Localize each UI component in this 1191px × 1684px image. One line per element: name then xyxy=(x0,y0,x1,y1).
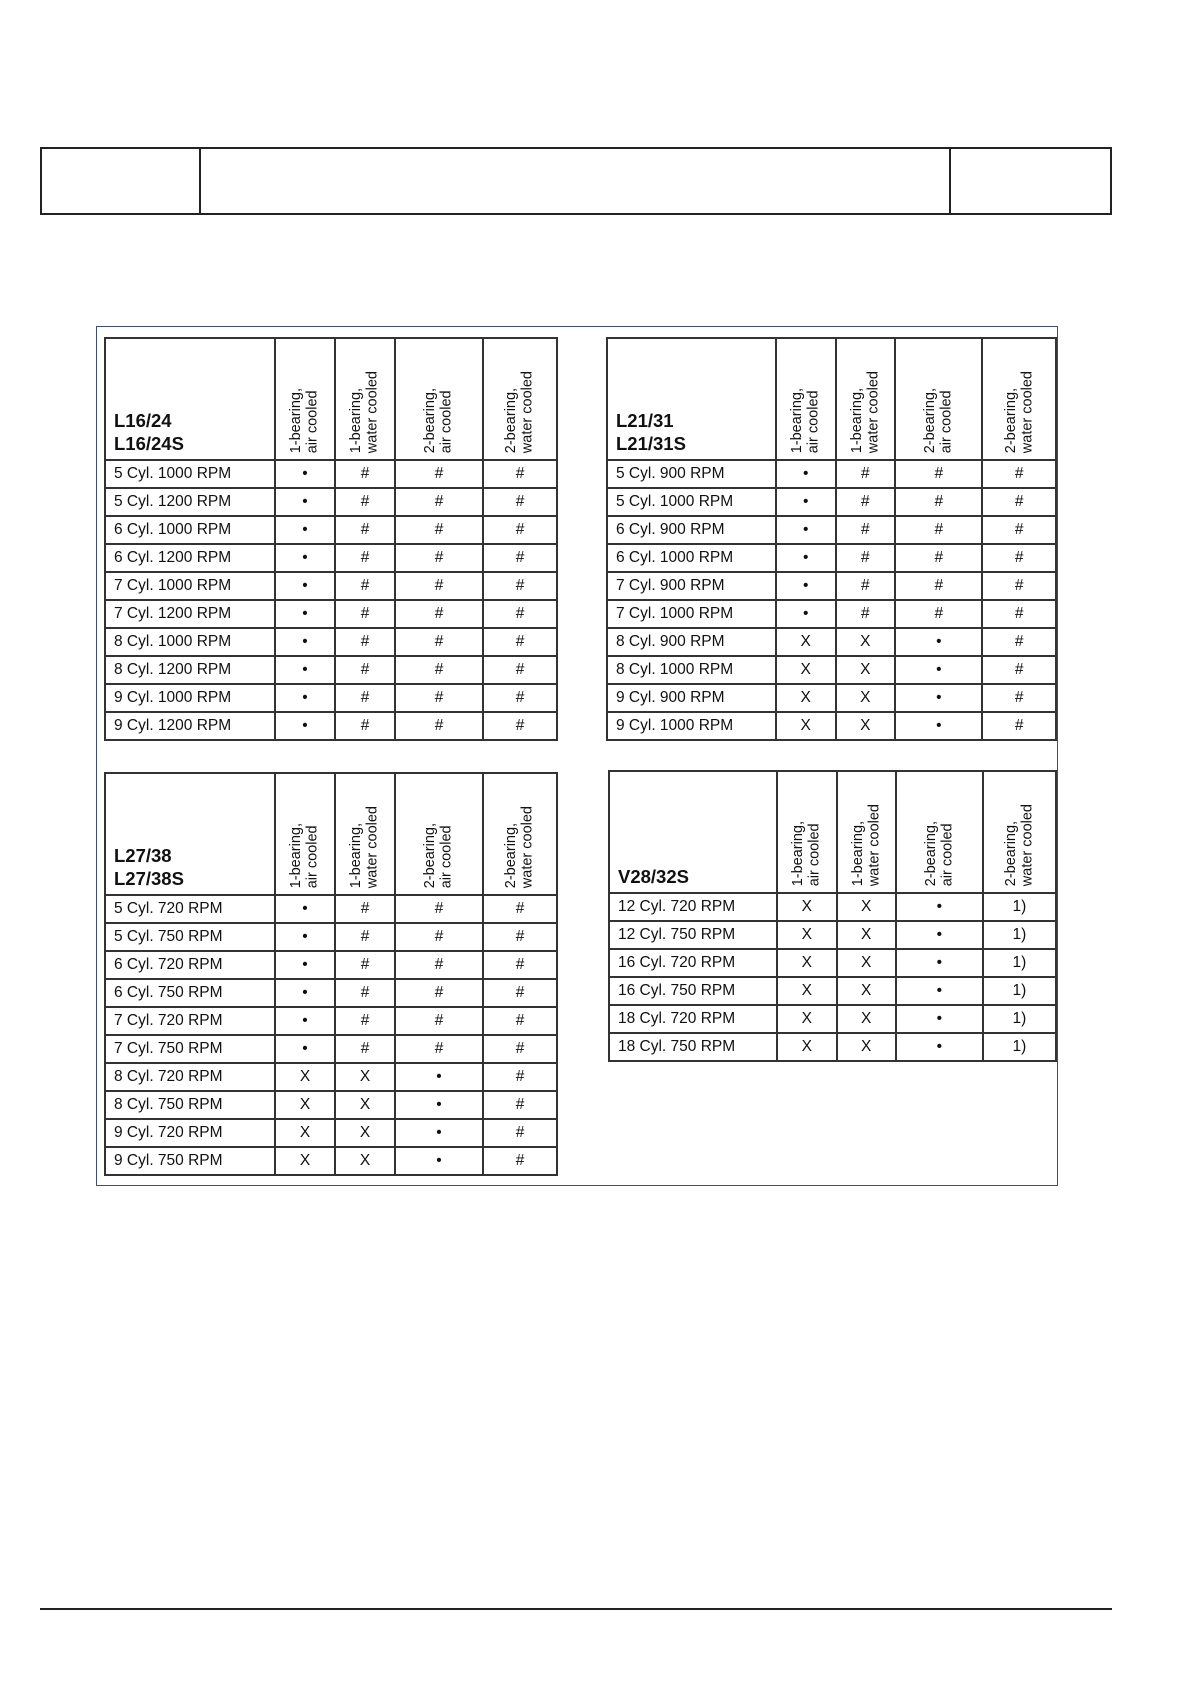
compatibility-cell: • xyxy=(776,572,836,600)
column-header xyxy=(776,338,836,460)
table-row xyxy=(609,1033,1056,1061)
compatibility-cell: # xyxy=(483,712,557,740)
column-header-label: 1-bearing, water cooled xyxy=(849,803,883,886)
compatibility-cell: • xyxy=(895,628,982,656)
compatibility-cell: • xyxy=(275,516,335,544)
compatibility-cell: # xyxy=(335,656,395,684)
bearing-cooling-matrix-panel xyxy=(96,326,1058,1186)
compatibility-cell: • xyxy=(895,684,982,712)
compatibility-cell: # xyxy=(483,572,557,600)
compatibility-cell: X xyxy=(335,1063,395,1091)
compatibility-cell: # xyxy=(395,488,483,516)
compatibility-cell: # xyxy=(395,1035,483,1063)
engine-config-label: 7 Cyl. 720 RPM xyxy=(105,1007,275,1035)
compatibility-cell: # xyxy=(335,1035,395,1063)
table-row xyxy=(105,488,557,516)
compatibility-cell: # xyxy=(483,1119,557,1147)
engine-config-label: 12 Cyl. 720 RPM xyxy=(609,893,777,921)
compatibility-cell: # xyxy=(895,544,982,572)
model-name-cell xyxy=(105,338,275,460)
compatibility-cell: # xyxy=(483,516,557,544)
table-row xyxy=(609,1005,1056,1033)
table-row xyxy=(105,460,557,488)
engine-config-label: 9 Cyl. 1000 RPM xyxy=(607,712,776,740)
column-header-label: 2-bearing, water cooled xyxy=(1002,370,1036,453)
compatibility-cell: # xyxy=(395,460,483,488)
column-header xyxy=(335,338,395,460)
table-row xyxy=(607,656,1056,684)
column-header xyxy=(395,338,483,460)
compatibility-cell: X xyxy=(275,1063,335,1091)
engine-config-label: 16 Cyl. 720 RPM xyxy=(609,949,777,977)
compatibility-cell: X xyxy=(837,949,896,977)
compatibility-cell: # xyxy=(895,488,982,516)
column-header-label: 1-bearing, air cooled xyxy=(288,822,321,888)
compatibility-cell: # xyxy=(982,712,1056,740)
compatibility-cell: • xyxy=(395,1119,483,1147)
model-variant: L21/31S xyxy=(616,432,686,454)
compatibility-cell: # xyxy=(395,1007,483,1035)
compatibility-cell: • xyxy=(275,488,335,516)
table-row xyxy=(105,923,557,951)
engine-config-label: 5 Cyl. 900 RPM xyxy=(607,460,776,488)
column-header xyxy=(483,338,557,460)
header-left-cell xyxy=(42,149,201,213)
compatibility-cell: # xyxy=(982,656,1056,684)
compatibility-cell: # xyxy=(395,544,483,572)
compatibility-cell: X xyxy=(275,1119,335,1147)
table-row xyxy=(607,544,1056,572)
engine-config-label: 7 Cyl. 750 RPM xyxy=(105,1035,275,1063)
model-variant: L16/24S xyxy=(114,432,184,454)
compatibility-cell: # xyxy=(982,684,1056,712)
compatibility-cell: # xyxy=(483,1035,557,1063)
compatibility-cell: • xyxy=(275,600,335,628)
model-variant: V28/32S xyxy=(618,865,689,887)
column-header xyxy=(395,773,483,895)
compatibility-cell: • xyxy=(896,893,983,921)
compatibility-cell: # xyxy=(483,951,557,979)
column-header-label: 2-bearing, water cooled xyxy=(503,370,536,453)
table-row xyxy=(105,544,557,572)
engine-config-label: 5 Cyl. 1000 RPM xyxy=(105,460,275,488)
compatibility-cell: 1) xyxy=(983,1005,1056,1033)
model-name-cell xyxy=(105,773,275,895)
compatibility-cell: X xyxy=(776,656,836,684)
compatibility-cell: # xyxy=(395,895,483,923)
compatibility-cell: X xyxy=(275,1147,335,1175)
compatibility-cell: # xyxy=(483,684,557,712)
table-row xyxy=(105,628,557,656)
compatibility-cell: # xyxy=(483,1091,557,1119)
table-row xyxy=(105,1147,557,1175)
table-row xyxy=(105,951,557,979)
column-header xyxy=(895,338,982,460)
compatibility-cell: # xyxy=(395,600,483,628)
compatibility-cell: • xyxy=(275,951,335,979)
column-header-label: 1-bearing, air cooled xyxy=(288,387,321,453)
model-variant: L27/38S xyxy=(114,867,184,889)
column-header xyxy=(982,338,1056,460)
compatibility-cell: X xyxy=(777,1005,836,1033)
compatibility-cell: # xyxy=(395,712,483,740)
compatibility-cell: # xyxy=(483,628,557,656)
table-row xyxy=(105,712,557,740)
engine-config-label: 7 Cyl. 900 RPM xyxy=(607,572,776,600)
model-name: L27/38 xyxy=(114,844,172,866)
compatibility-cell: • xyxy=(275,684,335,712)
engine-config-label: 8 Cyl. 720 RPM xyxy=(105,1063,275,1091)
compatibility-cell: # xyxy=(483,1063,557,1091)
compatibility-cell: X xyxy=(837,1005,896,1033)
compatibility-cell: • xyxy=(275,656,335,684)
compatibility-cell: • xyxy=(275,544,335,572)
compatibility-cell: • xyxy=(275,628,335,656)
compatibility-cell: # xyxy=(395,656,483,684)
column-header-label: 2-bearing, air cooled xyxy=(422,822,455,888)
footer-rule xyxy=(40,1608,1112,1610)
compatibility-cell: 1) xyxy=(983,977,1056,1005)
column-header xyxy=(483,773,557,895)
engine-table xyxy=(608,770,1057,1062)
compatibility-cell: X xyxy=(777,977,836,1005)
compatibility-cell: • xyxy=(395,1063,483,1091)
compatibility-cell: # xyxy=(395,628,483,656)
table-row xyxy=(607,572,1056,600)
table-row xyxy=(105,656,557,684)
engine-config-label: 6 Cyl. 720 RPM xyxy=(105,951,275,979)
column-header xyxy=(335,773,395,895)
engine-config-label: 9 Cyl. 1200 RPM xyxy=(105,712,275,740)
table-row xyxy=(105,572,557,600)
compatibility-cell: # xyxy=(395,684,483,712)
compatibility-cell: # xyxy=(483,460,557,488)
engine-config-label: 8 Cyl. 900 RPM xyxy=(607,628,776,656)
engine-config-label: 6 Cyl. 1000 RPM xyxy=(607,544,776,572)
compatibility-cell: X xyxy=(777,1033,836,1061)
compatibility-cell: • xyxy=(275,712,335,740)
engine-config-label: 7 Cyl. 1200 RPM xyxy=(105,600,275,628)
compatibility-cell: # xyxy=(982,488,1056,516)
model-name-cell xyxy=(607,338,776,460)
table-row xyxy=(609,949,1056,977)
compatibility-cell: # xyxy=(836,460,896,488)
compatibility-cell: # xyxy=(335,516,395,544)
compatibility-cell: 1) xyxy=(983,921,1056,949)
compatibility-cell: X xyxy=(837,977,896,1005)
compatibility-cell: # xyxy=(395,979,483,1007)
table-row xyxy=(607,488,1056,516)
compatibility-cell: X xyxy=(837,1033,896,1061)
compatibility-cell: # xyxy=(335,923,395,951)
compatibility-cell: # xyxy=(483,1007,557,1035)
engine-config-label: 6 Cyl. 750 RPM xyxy=(105,979,275,1007)
compatibility-cell: 1) xyxy=(983,893,1056,921)
column-header xyxy=(777,771,836,893)
model-name-cell xyxy=(609,771,777,893)
compatibility-cell: # xyxy=(395,923,483,951)
compatibility-cell: # xyxy=(982,544,1056,572)
compatibility-cell: # xyxy=(483,544,557,572)
compatibility-cell: X xyxy=(777,921,836,949)
engine-config-label: 6 Cyl. 1000 RPM xyxy=(105,516,275,544)
engine-config-label: 12 Cyl. 750 RPM xyxy=(609,921,777,949)
compatibility-cell: # xyxy=(483,1147,557,1175)
compatibility-cell: X xyxy=(836,712,896,740)
table-row xyxy=(105,1035,557,1063)
engine-config-label: 9 Cyl. 900 RPM xyxy=(607,684,776,712)
compatibility-cell: X xyxy=(275,1091,335,1119)
compatibility-cell: 1) xyxy=(983,1033,1056,1061)
compatibility-cell: # xyxy=(395,572,483,600)
engine-table xyxy=(104,772,558,1176)
column-header-label: 2-bearing, water cooled xyxy=(1002,803,1036,886)
compatibility-cell: • xyxy=(776,460,836,488)
column-header xyxy=(983,771,1056,893)
compatibility-cell: • xyxy=(395,1091,483,1119)
table-row xyxy=(607,712,1056,740)
compatibility-cell: # xyxy=(335,684,395,712)
engine-config-label: 9 Cyl. 1000 RPM xyxy=(105,684,275,712)
compatibility-cell: # xyxy=(335,895,395,923)
compatibility-cell: X xyxy=(777,949,836,977)
table-row xyxy=(609,893,1056,921)
compatibility-cell: # xyxy=(335,979,395,1007)
header-right-cell xyxy=(951,149,1110,213)
engine-config-label: 5 Cyl. 750 RPM xyxy=(105,923,275,951)
compatibility-cell: 1) xyxy=(983,949,1056,977)
column-header-label: 1-bearing, air cooled xyxy=(790,820,823,886)
compatibility-cell: • xyxy=(776,516,836,544)
engine-table xyxy=(104,337,558,741)
compatibility-cell: # xyxy=(335,628,395,656)
compatibility-cell: # xyxy=(335,712,395,740)
compatibility-cell: • xyxy=(395,1147,483,1175)
engine-config-label: 6 Cyl. 1200 RPM xyxy=(105,544,275,572)
compatibility-cell: # xyxy=(395,951,483,979)
column-header-label: 1-bearing, water cooled xyxy=(348,805,381,888)
header-title-cell xyxy=(201,149,951,213)
table-row xyxy=(105,684,557,712)
engine-config-label: 7 Cyl. 1000 RPM xyxy=(105,572,275,600)
column-header-label: 1-bearing, air cooled xyxy=(788,387,822,453)
compatibility-cell: • xyxy=(895,656,982,684)
compatibility-cell: # xyxy=(483,979,557,1007)
compatibility-cell: # xyxy=(395,516,483,544)
compatibility-cell: X xyxy=(836,684,896,712)
engine-table xyxy=(606,337,1057,741)
table-row xyxy=(105,600,557,628)
engine-config-label: 9 Cyl. 750 RPM xyxy=(105,1147,275,1175)
compatibility-cell: # xyxy=(836,572,896,600)
compatibility-cell: • xyxy=(776,488,836,516)
compatibility-cell: • xyxy=(776,544,836,572)
engine-config-label: 8 Cyl. 1000 RPM xyxy=(105,628,275,656)
header-frame xyxy=(40,147,1112,215)
table-row xyxy=(609,921,1056,949)
compatibility-cell: # xyxy=(335,600,395,628)
compatibility-cell: • xyxy=(275,460,335,488)
column-header-label: 2-bearing, air cooled xyxy=(922,820,956,886)
compatibility-cell: # xyxy=(483,600,557,628)
compatibility-cell: # xyxy=(483,923,557,951)
compatibility-cell: X xyxy=(335,1119,395,1147)
model-name: L16/24 xyxy=(114,409,172,431)
compatibility-cell: # xyxy=(982,600,1056,628)
table-row xyxy=(607,684,1056,712)
compatibility-cell: # xyxy=(982,460,1056,488)
table-row xyxy=(105,1007,557,1035)
column-header-label: 2-bearing, air cooled xyxy=(422,387,455,453)
compatibility-cell: # xyxy=(982,628,1056,656)
compatibility-cell: • xyxy=(896,1005,983,1033)
compatibility-cell: # xyxy=(895,460,982,488)
compatibility-cell: X xyxy=(776,628,836,656)
compatibility-cell: # xyxy=(483,656,557,684)
engine-config-label: 7 Cyl. 1000 RPM xyxy=(607,600,776,628)
compatibility-cell: # xyxy=(483,895,557,923)
table-row xyxy=(105,1091,557,1119)
column-header-label: 2-bearing, water cooled xyxy=(503,805,536,888)
column-header-label: 2-bearing, air cooled xyxy=(922,387,955,453)
compatibility-cell: # xyxy=(335,488,395,516)
compatibility-cell: # xyxy=(895,600,982,628)
engine-config-label: 5 Cyl. 720 RPM xyxy=(105,895,275,923)
model-name: L21/31 xyxy=(616,409,674,431)
compatibility-cell: X xyxy=(836,628,896,656)
compatibility-cell: # xyxy=(836,488,896,516)
compatibility-cell: # xyxy=(895,516,982,544)
compatibility-cell: # xyxy=(335,460,395,488)
column-header-label: 1-bearing, water cooled xyxy=(348,370,381,453)
compatibility-cell: • xyxy=(896,977,983,1005)
compatibility-cell: # xyxy=(982,516,1056,544)
compatibility-cell: X xyxy=(335,1091,395,1119)
compatibility-cell: # xyxy=(335,951,395,979)
compatibility-cell: X xyxy=(776,712,836,740)
compatibility-cell: • xyxy=(275,979,335,1007)
compatibility-cell: # xyxy=(335,572,395,600)
engine-config-label: 9 Cyl. 720 RPM xyxy=(105,1119,275,1147)
compatibility-cell: • xyxy=(275,1007,335,1035)
engine-config-label: 18 Cyl. 720 RPM xyxy=(609,1005,777,1033)
column-header xyxy=(275,773,335,895)
compatibility-cell: # xyxy=(982,572,1056,600)
table-row xyxy=(607,628,1056,656)
compatibility-cell: # xyxy=(895,572,982,600)
engine-config-label: 5 Cyl. 1000 RPM xyxy=(607,488,776,516)
engine-config-label: 8 Cyl. 1000 RPM xyxy=(607,656,776,684)
compatibility-cell: # xyxy=(335,1007,395,1035)
compatibility-cell: • xyxy=(896,1033,983,1061)
compatibility-cell: # xyxy=(483,488,557,516)
compatibility-cell: • xyxy=(895,712,982,740)
table-row xyxy=(609,977,1056,1005)
column-header xyxy=(836,338,896,460)
compatibility-cell: X xyxy=(777,893,836,921)
engine-config-label: 6 Cyl. 900 RPM xyxy=(607,516,776,544)
table-row xyxy=(607,460,1056,488)
table-row xyxy=(105,895,557,923)
compatibility-cell: X xyxy=(837,921,896,949)
compatibility-cell: # xyxy=(836,516,896,544)
column-header-label: 1-bearing, water cooled xyxy=(848,370,882,453)
compatibility-cell: • xyxy=(896,949,983,977)
compatibility-cell: • xyxy=(776,600,836,628)
column-header xyxy=(896,771,983,893)
table-row xyxy=(105,516,557,544)
table-row xyxy=(105,979,557,1007)
engine-config-label: 18 Cyl. 750 RPM xyxy=(609,1033,777,1061)
compatibility-cell: X xyxy=(836,656,896,684)
table-row xyxy=(607,600,1056,628)
compatibility-cell: X xyxy=(776,684,836,712)
compatibility-cell: # xyxy=(335,544,395,572)
column-header xyxy=(837,771,896,893)
compatibility-cell: X xyxy=(335,1147,395,1175)
compatibility-cell: • xyxy=(275,1035,335,1063)
compatibility-cell: X xyxy=(837,893,896,921)
compatibility-cell: • xyxy=(896,921,983,949)
engine-config-label: 8 Cyl. 1200 RPM xyxy=(105,656,275,684)
engine-config-label: 5 Cyl. 1200 RPM xyxy=(105,488,275,516)
compatibility-cell: • xyxy=(275,895,335,923)
compatibility-cell: # xyxy=(836,600,896,628)
table-row xyxy=(607,516,1056,544)
table-row xyxy=(105,1119,557,1147)
compatibility-cell: • xyxy=(275,923,335,951)
compatibility-cell: # xyxy=(836,544,896,572)
column-header xyxy=(275,338,335,460)
engine-config-label: 16 Cyl. 750 RPM xyxy=(609,977,777,1005)
compatibility-cell: • xyxy=(275,572,335,600)
table-row xyxy=(105,1063,557,1091)
engine-config-label: 8 Cyl. 750 RPM xyxy=(105,1091,275,1119)
